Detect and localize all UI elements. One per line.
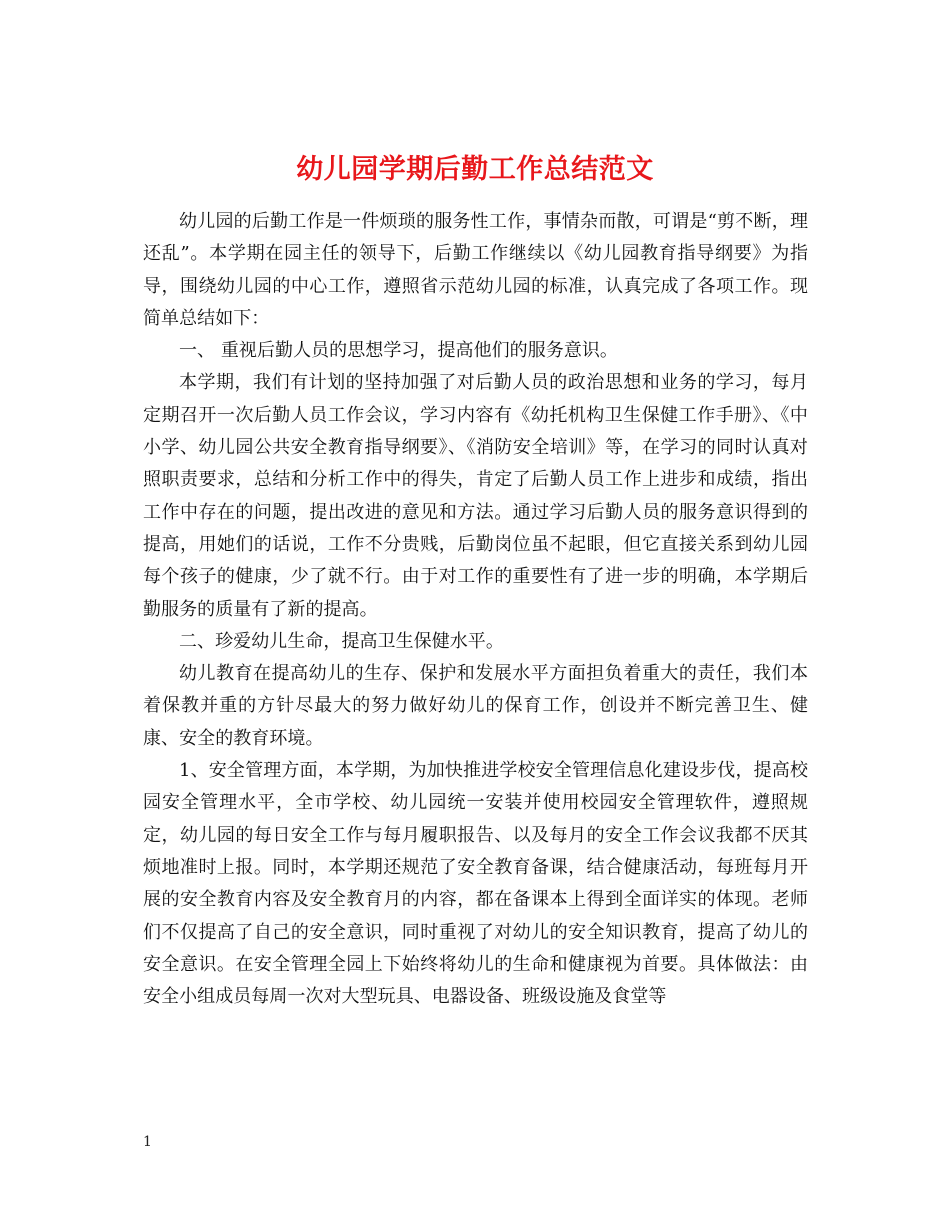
- body-paragraph: 1、安全管理方面，本学期，为加快推进学校安全管理信息化建设步伐，提高校园安全管理水平，全市学校、幼儿园统一安装并使用校园安全管理软件，遵照规定，幼儿园的每日安全工作与每月履职报告、以及每月的安全工作会议我都不厌其烦地准时上报。同时，本学期还规范了安全教育备课，结合健康活动，每班每月开展的安全教育内容及安全教育月的内容，都在备课本上得到全面详实的体现。老师们不仅提高了自己的安全意识，同时重视了对幼儿的安全知识教育，提高了幼儿的安全意识。在安全管理全园上下始终将幼儿的生命和健康视为首要。具体做法：由安全小组成员每周一次对大型玩具、电器设备、班级设施及食堂等: [143, 760, 808, 1008]
- intro-paragraph: 幼儿园的后勤工作是一件烦琐的服务性工作，事情杂而散，可谓是“剪不断，理还乱”。本学期在园主任的领导下，后勤工作继续以《幼儿园教育指导纲要》为指导，围绕幼儿园的中心工作，遵照省示范幼儿园的标准，认真完成了各项工作。现简单总结如下：: [143, 211, 808, 329]
- section-heading-2: 二、珍爱幼儿生命，提高卫生保健水平。: [179, 630, 504, 652]
- section-heading-1: 一、 重视后勤人员的思想学习，提高他们的服务意识。: [179, 340, 618, 362]
- document-title: 幼儿园学期后勤工作总结范文: [296, 154, 654, 186]
- body-paragraph: 本学期，我们有计划的坚持加强了对后勤人员的政治思想和业务的学习，每月定期召开一次后勤人员工作会议，学习内容有《幼托机构卫生保健工作手册》、《中小学、幼儿园公共安全教育指导纲要》、《消防安全培训》等，在学习的同时认真对照职责要求，总结和分析工作中的得失，肯定了后勤人员工作上进步和成绩，指出工作中存在的问题，提出改进的意见和方法。通过学习后勤人员的服务意识得到的提高，用她们的话说，工作不分贵贱，后勤岗位虽不起眼，但它直接关系到幼儿园每个孩子的健康，少了就不行。由于对工作的重要性有了进一步的明确，本学期后勤服务的质量有了新的提高。: [143, 372, 808, 620]
- document-body: [143, 206, 808, 1013]
- body-paragraph: 幼儿教育在提高幼儿的生存、保护和发展水平方面担负着重大的责任，我们本着保教并重的方针尽最大的努力做好幼儿的保育工作，创设并不断完善卫生、健康、安全的教育环境。: [143, 663, 808, 749]
- page-number: 1: [143, 1134, 152, 1150]
